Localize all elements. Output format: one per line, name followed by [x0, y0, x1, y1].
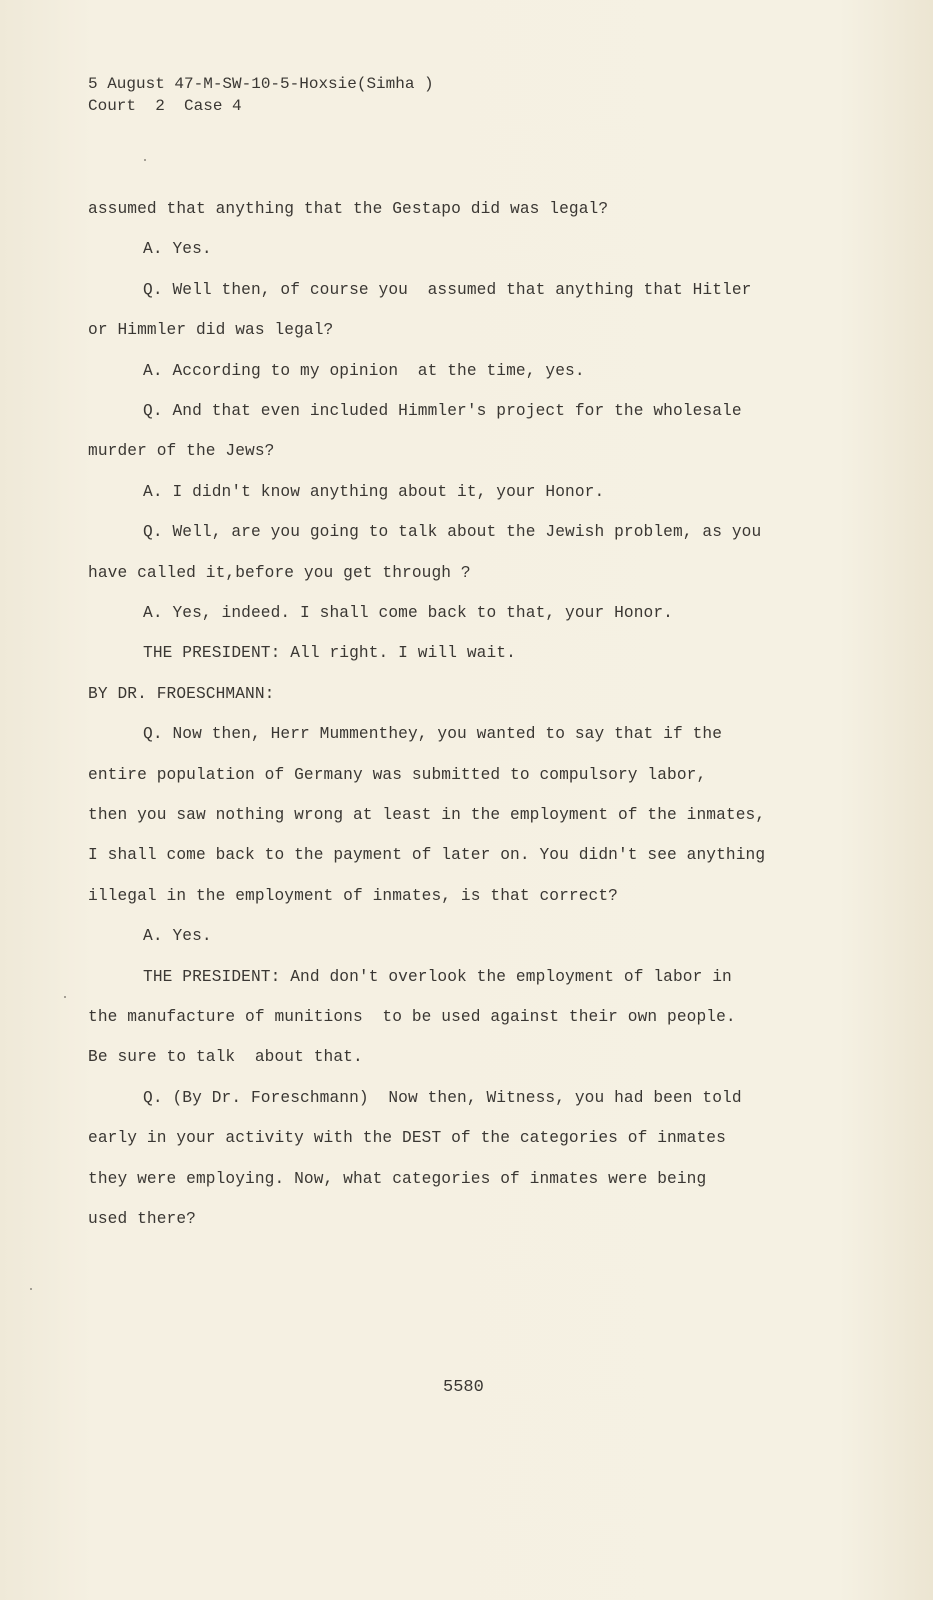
transcript-line: BY DR. FROESCHMANN: — [88, 684, 275, 703]
transcript-line: early in your activity with the DEST of the categories of inmates — [88, 1129, 726, 1148]
transcript-line: entire population of Germany was submitted to compulsory labor, — [88, 765, 707, 784]
transcript-line: illegal in the employment of inmates, is that correct? — [88, 886, 618, 905]
transcript-line: Q. Now then, Herr Mummenthey, you wanted to say that if the — [143, 725, 723, 744]
transcript-line: Q. Well then, of course you assumed that anything that Hitler — [143, 280, 752, 299]
paper-speck — [64, 996, 66, 998]
header-line-1: 5 August 47-M-SW-10-5-Hoxsie(Simha ) — [88, 75, 434, 93]
transcript-line: or Himmler did was legal? — [88, 321, 334, 340]
transcript-line: Be sure to talk about that. — [88, 1048, 363, 1067]
transcript-line: THE PRESIDENT: And don't overlook the employment of labor in — [143, 967, 732, 986]
transcript-line: THE PRESIDENT: All right. I will wait. — [143, 644, 516, 663]
transcript-line: used there? — [88, 1210, 196, 1228]
transcript-line: A. I didn't know anything about it, your Honor. — [143, 482, 605, 501]
transcript-line: Q. And that even included Himmler's project for the wholesale — [143, 402, 742, 420]
transcript-line: Q. (By Dr. Foreschmann) Now then, Witness, you had been told — [143, 1088, 742, 1107]
transcript-line: murder of the Jews? — [88, 442, 275, 461]
transcript-line: they were employing. Now, what categories of inmates were being — [88, 1169, 707, 1188]
transcript-line: Q. Well, are you going to talk about the Jewish problem, as you — [143, 523, 762, 542]
transcript-line: A. Yes. — [143, 927, 212, 946]
transcript-line: assumed that anything that the Gestapo did was legal? — [88, 200, 609, 218]
transcript-line: A. Yes, indeed. I shall come back to that, your Honor. — [143, 604, 673, 622]
paper-speck — [144, 159, 146, 161]
transcript-line: have called it,before you get through ? — [88, 563, 471, 582]
paper-speck — [30, 1288, 32, 1290]
transcript-line: I shall come back to the payment of later on. You didn't see anything — [88, 846, 766, 865]
transcript-line: then you saw nothing wrong at least in the employment of the inmates, — [88, 806, 766, 824]
transcript-line: A. Yes. — [143, 240, 212, 259]
transcript-line: A. According to my opinion at the time, yes. — [143, 361, 585, 380]
header-line-2: Court 2 Case 4 — [88, 97, 242, 115]
page-number: 5580 — [443, 1378, 484, 1397]
transcript-line: the manufacture of munitions to be used against their own people. — [88, 1008, 736, 1026]
